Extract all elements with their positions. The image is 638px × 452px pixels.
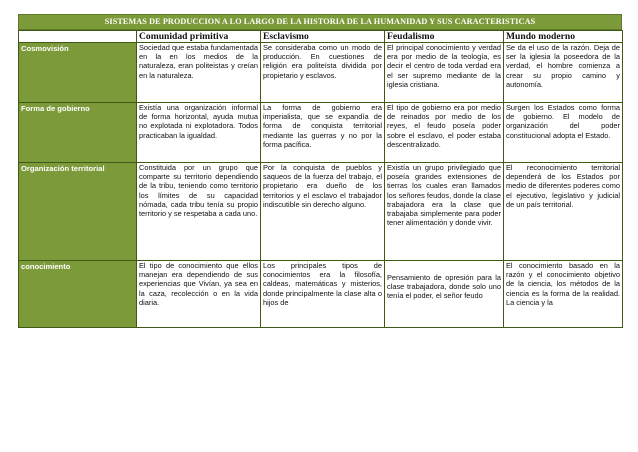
table-cell: El principal conocimiento y verdad era por medio de la teología, es decir el centro de toda verdad era el ser supremo mediante de la iglesia cristiana. (385, 43, 504, 103)
table-row (19, 261, 623, 328)
row-header: conocimiento (19, 261, 137, 328)
table-cell: Existía una organización informal de forma horizontal, ayuda mutua no explotada ni explotadora. Todos practicaban la igualdad. (137, 103, 261, 163)
table-cell: Existía un grupo privilegiado que poseía grandes extensiones de tierras los cuales eran llamados los señores feudos, donde la clase trabajadora era la clase que trabajaba simplemente para poder tener alimentación y donde vivir. (385, 163, 504, 261)
column-header: Feudalismo (385, 31, 504, 43)
row-header: Cosmovisión (19, 43, 137, 103)
table-row (19, 43, 623, 103)
table-cell: Se da el uso de la razón. Deja de ser la iglesia la poseedora de la verdad, el hombre comienza a crear su propio camino y autonomía. (504, 43, 623, 103)
column-header: Esclavismo (261, 31, 385, 43)
table-cell: El tipo de conocimiento que ellos manejan era dependiendo de sus experiencias que Vivían, ya sea en la caza, recolección o en la vida diaria. (137, 261, 261, 328)
table-cell: Por la conquista de pueblos y saqueos de la fuerza del trabajo, el propietario era dueño de los territorios y el esclavo el trabajador indiscutible sin derecho alguno. (261, 163, 385, 261)
table-row (19, 103, 623, 163)
corner-cell (19, 31, 137, 43)
row-header: Forma de gobierno (19, 103, 137, 163)
comparison-table (18, 30, 623, 328)
table-row (19, 163, 623, 261)
document-page (18, 14, 622, 328)
table-cell: El reconocimiento territorial dependerá de los Estados por medio de diferentes poderes como el ejecutivo, legislativo y judicial de un país territorial. (504, 163, 623, 261)
table-cell: Constituida por un grupo que comparte su territorio dependiendo de la tribu, teniendo como territorio los límites de su capacidad nómada, cada tribu tenía su propio territorio y se respetaba a cada uno. (137, 163, 261, 261)
table-cell: La forma de gobierno era imperialista, que se expandía de forma de conquista territorial mediante las guerras y no por la forma pacífica. (261, 103, 385, 163)
table-title: SISTEMAS DE PRODUCCION A LO LARGO DE LA HISTORIA DE LA HUMANIDAD Y SUS CARACTERISTICAS (18, 14, 622, 30)
header-row (19, 31, 623, 43)
table-cell: Sociedad que estaba fundamentada en la en los medios de la naturaleza, eran politeistas y creían en la naturaleza. (137, 43, 261, 103)
table-cell: Surgen los Estados como forma de gobierno. El modelo de organización del poder constitucional adopta el Estado. (504, 103, 623, 163)
column-header: Comunidad primitiva (137, 31, 261, 43)
table-cell: Pensamiento de opresión para la clase trabajadora, donde solo uno tenía el poder, el señor feudo (385, 261, 504, 328)
table-cell: El conocimiento basado en la razón y el conocimiento objetivo de la ciencia, los métodos de la ciencia es la forma de la realidad. La ciencia y la (504, 261, 623, 328)
table-cell: Los principales tipos de conocimientos era la filosofía, caldeas, matemáticas y misterios, donde principalmente la clase alta o hijos de (261, 261, 385, 328)
row-header: Organización territorial (19, 163, 137, 261)
table-cell: Se consideraba como un modo de producción. En cuestiones de religión era politeísta dividida por propietario y esclavos. (261, 43, 385, 103)
table-cell: El tipo de gobierno era por medio de reinados por medio de los reyes, el feudo poseía poder sobre el esclavo, el poder estaba descentralizado. (385, 103, 504, 163)
column-header: Mundo moderno (504, 31, 623, 43)
